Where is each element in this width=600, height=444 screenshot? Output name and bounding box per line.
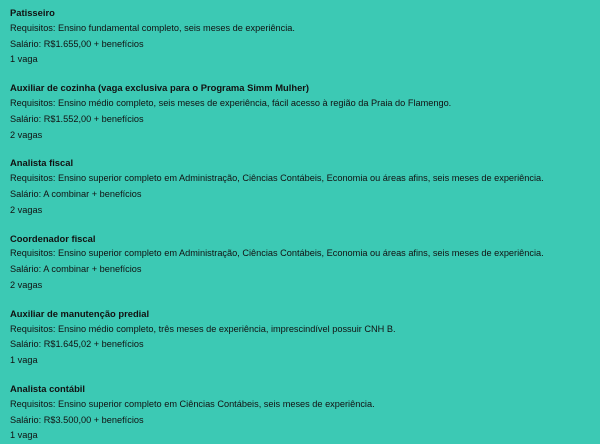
job-openings: 1 vaga [10, 355, 38, 366]
job-title: Coordenador fiscal [10, 232, 96, 244]
job-title: Analista fiscal [10, 157, 74, 169]
job-salary: Salário: R$3.500,00 + benefícios [10, 414, 144, 425]
job-requirements: Requisitos: Ensino médio completo, três meses de experiência, imprescindível possuir CNH B. [10, 323, 396, 334]
job-openings: 2 vagas [10, 204, 43, 215]
job-requirements: Requisitos: Ensino médio completo, seis meses de experiência, fácil acesso à região da Praia do Flamengo. [10, 97, 452, 108]
job-posting-analista-fiscal [10, 155, 600, 218]
job-requirements: Requisitos: Ensino fundamental completo, seis meses de experiência. [10, 22, 295, 33]
job-salary: Salário: R$1.655,00 + benefícios [10, 38, 144, 49]
job-openings: 1 vaga [10, 54, 38, 65]
job-openings: 1 vaga [10, 430, 38, 441]
job-title: Analista contábil [10, 382, 86, 394]
job-openings: 2 vagas [10, 279, 43, 290]
job-title: Auxiliar de cozinha (vaga exclusiva para o Programa Simm Mulher) [10, 82, 310, 94]
job-posting-analista-contabil [10, 381, 600, 444]
job-posting-patisseiro [10, 5, 600, 68]
job-salary: Salário: A combinar + benefícios [10, 188, 142, 199]
job-posting-coordenador-fiscal [10, 231, 600, 294]
job-salary: Salário: A combinar + benefícios [10, 264, 142, 275]
job-posting-auxiliar-de-cozinha [10, 80, 600, 143]
job-title: Patisseiro [10, 7, 55, 18]
job-salary: Salário: R$1.645,02 + benefícios [10, 339, 144, 350]
job-requirements: Requisitos: Ensino superior completo em Ciências Contábeis, seis meses de experiência. [10, 398, 375, 409]
job-posting-auxiliar-de-manutencao-predial [10, 306, 600, 369]
job-title: Auxiliar de manutenção predial [10, 307, 150, 319]
job-requirements: Requisitos: Ensino superior completo em Administração, Ciências Contábeis, Economia ou áreas afins, seis meses de experiência. [10, 173, 544, 184]
job-openings: 2 vagas [10, 129, 43, 140]
job-salary: Salário: R$1.552,00 + benefícios [10, 113, 144, 124]
job-requirements: Requisitos: Ensino superior completo em Administração, Ciências Contábeis, Economia ou áreas afins, seis meses de experiência. [10, 248, 544, 259]
